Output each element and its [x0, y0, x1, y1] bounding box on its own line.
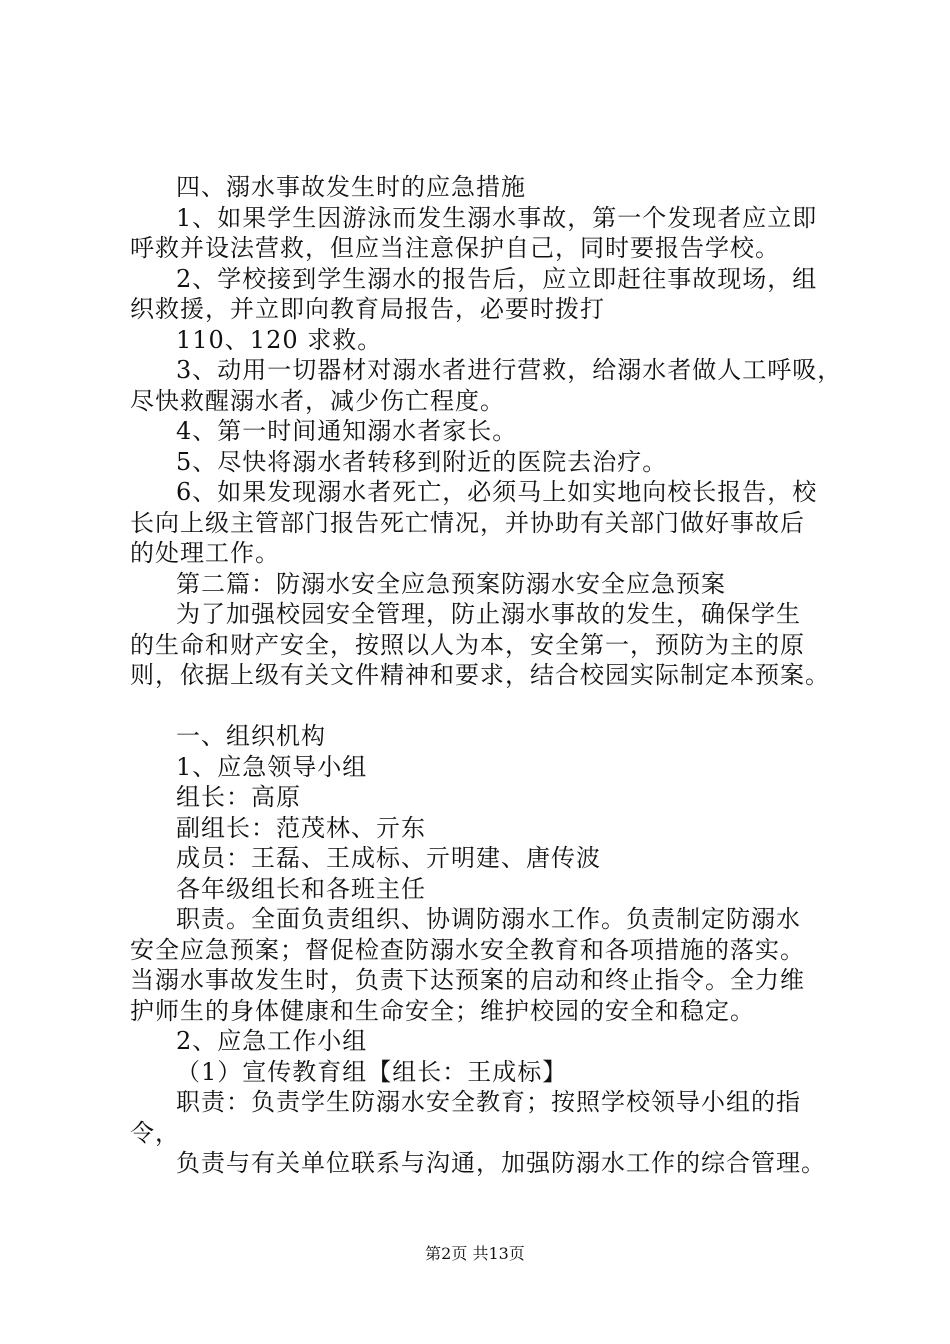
paragraph-line: （1）宣传教育组【组长：王成标】	[176, 1057, 568, 1086]
section-heading-organization: 一、组织机构	[176, 722, 326, 750]
paragraph-line: 当溺水事故发生时，负责下达预案的启动和终止指令。全力维	[130, 966, 805, 994]
paragraph-line: 的生命和财产安全，按照以人为本，安全第一，预防为主的原	[130, 630, 805, 659]
paragraph-line: 安全应急预案；督促检查防溺水安全教育和各项措施的落实。	[130, 935, 805, 964]
paragraph-line: 副组长：范茂林、亓东	[176, 813, 426, 842]
paragraph-line: 职责：负责学生防溺水安全教育；按照学校领导小组的指	[176, 1088, 801, 1116]
paragraph-line: 护师生的身体健康和生命安全；维护校园的安全和稳定。	[130, 996, 755, 1025]
paragraph-line: 尽快救醒溺水者，减少伤亡程度。	[130, 386, 505, 415]
paragraph-line: 3、动用一切器材对溺水者进行营救，给溺水者做人工呼吸，	[176, 356, 843, 384]
paragraph-line: 则，依据上级有关文件精神和要求，结合校园实际制定本预案。	[130, 661, 830, 689]
paragraph-line: 6、如果发现溺水者死亡，必须马上如实地向校长报告，校	[176, 478, 818, 506]
paragraph-line: 负责与有关单位联系与沟通，加强防溺水工作的综合管理。	[176, 1149, 826, 1177]
paragraph-line: 令，	[130, 1118, 180, 1147]
paragraph-line: 长向上级主管部门报告死亡情况，并协助有关部门做好事故后	[130, 508, 805, 537]
document-body	[130, 172, 850, 1179]
paragraph-line: 2、学校接到学生溺水的报告后，应立即赶往事故现场，组	[176, 264, 818, 293]
section-heading-emergency-measures: 四、溺水事故发生时的应急措施	[176, 173, 526, 201]
paragraph-line: 织救援，并立即向教育局报告，必要时拨打	[130, 295, 605, 323]
paragraph-line: 110、120 求救。	[176, 325, 383, 354]
blank-line	[130, 691, 850, 722]
paragraph-line: 1、如果学生因游泳而发生溺水事故，第一个发现者应立即	[176, 203, 818, 232]
paragraph-line: 职责。全面负责组织、协调防溺水工作。负责制定防溺水	[176, 905, 801, 933]
paragraph-line: 4、第一时间通知溺水者家长。	[176, 417, 518, 445]
paragraph-line: 成员：王磊、王成标、亓明建、唐传波	[176, 844, 601, 872]
paragraph-line: 组长：高原	[176, 783, 301, 811]
paragraph-line: 各年级组长和各班主任	[176, 874, 426, 903]
chapter-heading: 第二篇：防溺水安全应急预案防溺水安全应急预案	[176, 569, 726, 598]
paragraph-line: 的处理工作。	[130, 539, 280, 567]
page-number-footer: 第2页 共13页	[425, 1244, 525, 1263]
paragraph-line: 1、应急领导小组	[176, 752, 368, 781]
paragraph-line: 为了加强校园安全管理，防止溺水事故的发生，确保学生	[176, 600, 801, 628]
paragraph-line: 呼救并设法营救，但应当注意保护自己，同时要报告学校。	[130, 234, 780, 262]
paragraph-line: 2、应急工作小组	[176, 1027, 368, 1055]
paragraph-line: 5、尽快将溺水者转移到附近的医院去治疗。	[176, 447, 668, 476]
